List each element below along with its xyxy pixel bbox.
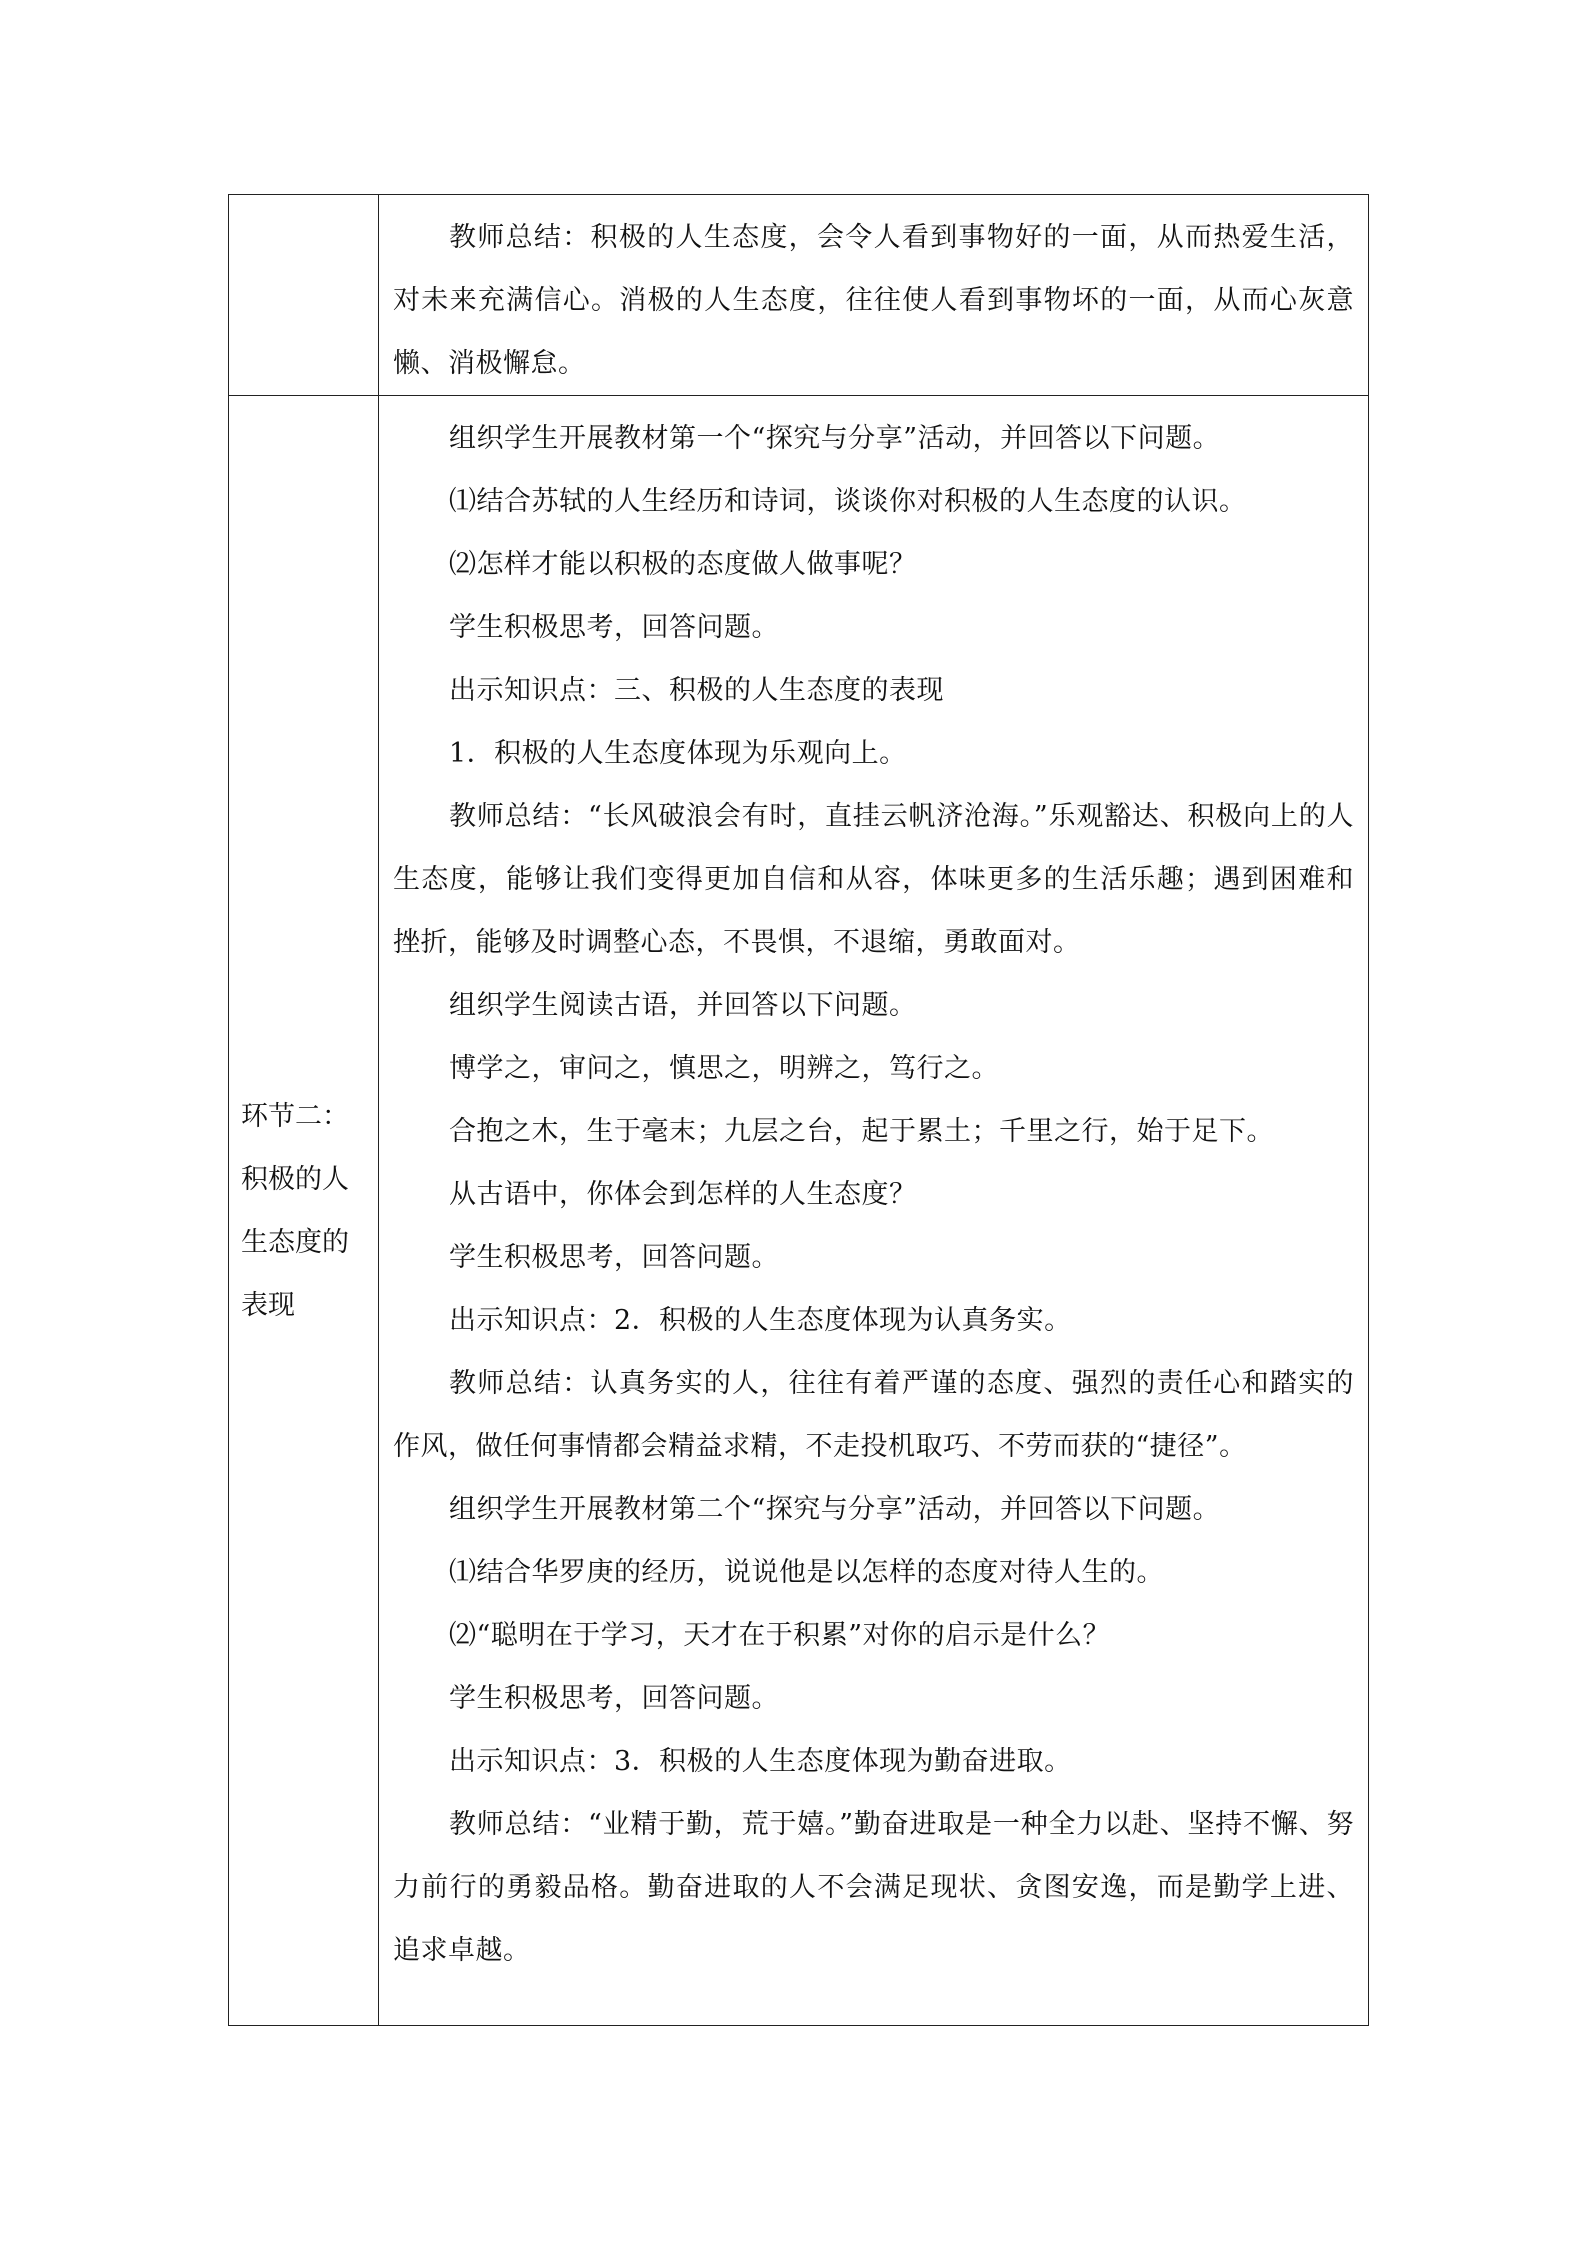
paragraph: 教师总结：“业精于勤，荒于嬉。”勤奋进取是一种全力以赴、坚持不懈、努力前行的勇毅品格。勤奋进取的人不会满足现状、贪图安逸，而是勤学上进、追求卓越。 xyxy=(393,1809,1354,1966)
table-row xyxy=(229,396,1369,2026)
paragraph: 学生积极思考，回答问题。 xyxy=(449,1683,779,1714)
paragraph: 1．积极的人生态度体现为乐观向上。 xyxy=(449,738,907,769)
paragraph: 组织学生阅读古语，并回答以下问题。 xyxy=(449,990,917,1021)
paragraph: 出示知识点：2．积极的人生态度体现为认真务实。 xyxy=(449,1305,1072,1336)
paragraph: ⑵“聪明在于学习，天才在于积累”对你的启示是什么？ xyxy=(449,1620,1111,1651)
paragraph: 学生积极思考，回答问题。 xyxy=(449,1242,779,1273)
table-row xyxy=(229,195,1369,396)
paragraph: 组织学生开展教材第一个“探究与分享”活动，并回答以下问题。 xyxy=(449,423,1221,454)
right-cell xyxy=(379,195,1369,396)
paragraph: 组织学生开展教材第二个“探究与分享”活动，并回答以下问题。 xyxy=(449,1494,1221,1525)
left-cell-section xyxy=(229,396,379,2026)
right-cell xyxy=(379,396,1369,2026)
paragraph: 教师总结：认真务实的人，往往有着严谨的态度、强烈的责任心和踏实的作风，做任何事情都会精益求精，不走投机取巧、不劳而获的“捷径”。 xyxy=(393,1368,1354,1462)
paragraph: ⑵怎样才能以积极的态度做人做事呢？ xyxy=(449,549,917,580)
paragraph: 学生积极思考，回答问题。 xyxy=(449,612,779,643)
paragraph: ⑴结合华罗庚的经历，说说他是以怎样的态度对待人生的。 xyxy=(449,1557,1164,1588)
section-label: 环节二：积极的人生态度的表现 xyxy=(241,1100,349,1321)
paragraph: 教师总结：积极的人生态度，会令人看到事物好的一面，从而热爱生活，对未来充满信心。消极的人生态度，往往使人看到事物坏的一面，从而心灰意懒、消极懈怠。 xyxy=(393,222,1354,379)
paragraph: 出示知识点：3．积极的人生态度体现为勤奋进取。 xyxy=(449,1746,1072,1777)
paragraph: 教师总结：“长风破浪会有时，直挂云帆济沧海。”乐观豁达、积极向上的人生态度，能够让我们变得更加自信和从容，体味更多的生活乐趣；遇到困难和挫折，能够及时调整心态，不畏惧，不退缩，勇敢面对。 xyxy=(393,801,1354,958)
paragraph: 合抱之木，生于毫末；九层之台，起于累土；千里之行，始于足下。 xyxy=(449,1116,1274,1147)
left-cell-empty xyxy=(229,195,379,396)
paragraph: 从古语中，你体会到怎样的人生态度？ xyxy=(449,1179,917,1210)
lesson-table xyxy=(228,194,1369,2026)
paragraph: 博学之，审问之，慎思之，明辨之，笃行之。 xyxy=(449,1053,999,1084)
paragraph: ⑴结合苏轼的人生经历和诗词，谈谈你对积极的人生态度的认识。 xyxy=(449,486,1247,517)
paragraph: 出示知识点：三、积极的人生态度的表现 xyxy=(449,675,944,706)
